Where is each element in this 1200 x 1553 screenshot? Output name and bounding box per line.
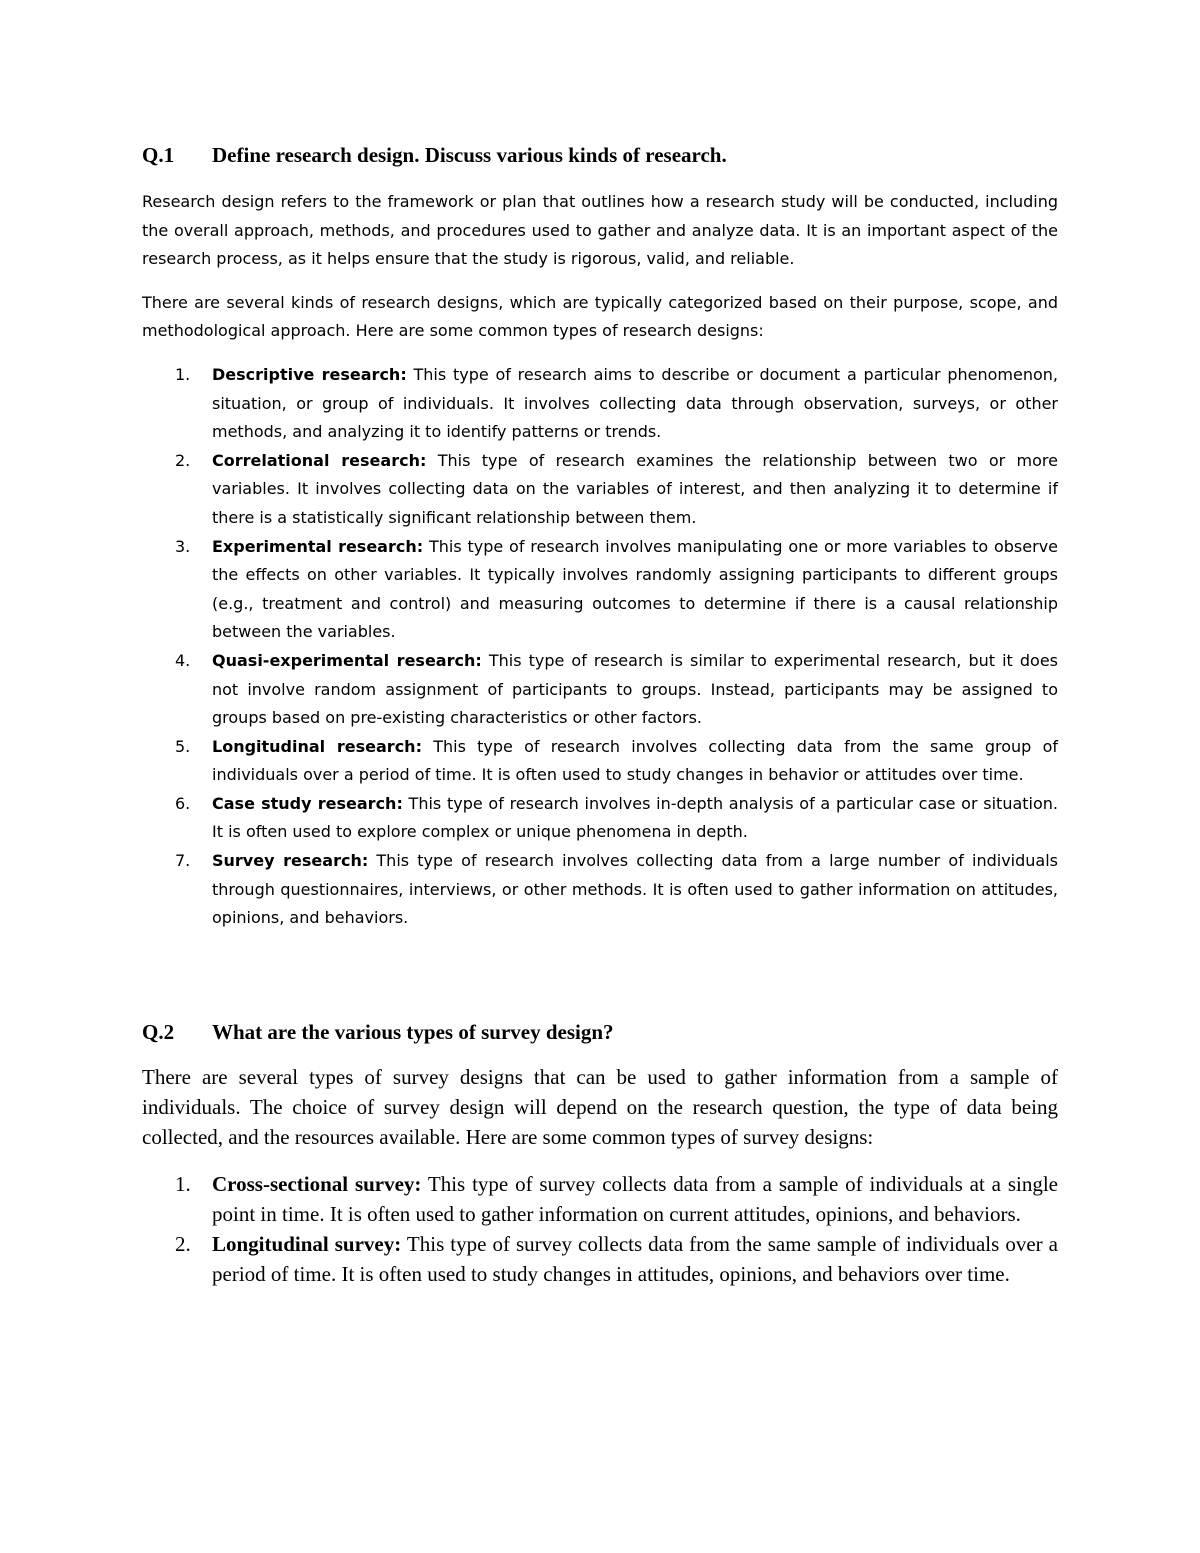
list-item — [142, 447, 1058, 533]
research-types-list — [142, 361, 1058, 933]
list-item-number: 4. — [175, 650, 191, 670]
list-item-number: 3. — [175, 536, 191, 556]
list-item-number: 2. — [175, 1232, 191, 1256]
list-item-number: 1. — [175, 1172, 191, 1196]
list-item-term: Quasi-experimental research: — [212, 650, 482, 670]
list-item-term: Correlational research: — [212, 450, 427, 470]
question-1-title: Define research design. Discuss various kinds of research. — [212, 143, 727, 167]
survey-types-list — [142, 1169, 1058, 1289]
list-item-text: This type of research involves in-depth analysis of a particular case or situation. It is often used to explore complex or unique phenomena in depth. — [212, 793, 1058, 842]
question-1-number: Q.1 — [142, 143, 175, 167]
question-2-number: Q.2 — [142, 1020, 175, 1044]
question-1-answer — [142, 188, 1058, 933]
list-item-term: Survey research: — [212, 851, 369, 871]
list-item-term: Experimental research: — [212, 536, 424, 556]
list-item-term: Case study research: — [212, 793, 403, 813]
list-item-number: 7. — [175, 851, 191, 871]
list-item-term: Descriptive research: — [212, 364, 407, 384]
list-item — [142, 361, 1058, 447]
list-item-number: 2. — [175, 450, 191, 470]
question-1-heading — [142, 141, 1062, 169]
list-item — [142, 847, 1058, 933]
list-item — [142, 533, 1058, 647]
list-item — [142, 1169, 1058, 1229]
list-item-text: This type of research aims to describe or document a particular phenomenon, situation, or group of individuals. It involves collecting data through observation, surveys, or other methods, and analyzing it to identify patterns or trends. — [212, 364, 1059, 442]
list-item-number: 6. — [175, 793, 191, 813]
list-item-text: This type of research involves manipulating one or more variables to observe the effects on other variables. It typically involves randomly assigning participants to different groups (e.g., treatment and control) and measuring outcomes to determine if there is a causal relationship between the variables. — [212, 536, 1059, 642]
question-2-answer — [142, 1062, 1058, 1289]
list-item-number: 1. — [175, 364, 191, 384]
list-item-text: This type of research is similar to experimental research, but it does not involve random assignment of participants to groups. Instead, participants may be assigned to groups based on pre-existing characteristics or other factors. — [212, 650, 1058, 728]
list-item-text: This type of research examines the relationship between two or more variables. It involves collecting data on the variables of interest, and then analyzing it to determine if there is a statistically significant relationship between them. — [212, 450, 1059, 527]
q1-paragraph-2: There are several kinds of research designs, which are typically categorized based on their purpose, scope, and methodological approach. Here are some common types of research designs: — [142, 292, 1058, 341]
list-item — [142, 733, 1058, 790]
list-item-term: Cross-sectional survey: — [212, 1172, 422, 1196]
question-2-heading — [142, 1017, 1062, 1047]
list-item — [142, 1229, 1058, 1289]
q2-paragraph-1: There are several types of survey designs that can be used to gather information from a sample of individuals. The choice of survey design will depend on the research question, the type of data being collected, and the resources available. Here are some common types of survey designs: — [142, 1065, 1058, 1149]
question-2-title: What are the various types of survey design? — [212, 1020, 614, 1044]
list-item-text: This type of research involves collecting data from a large number of individuals through questionnaires, interviews, or other methods. It is often used to gather information on attitudes, opinions, and behaviors. — [212, 851, 1058, 928]
list-item-number: 5. — [175, 736, 191, 756]
list-item-text: This type of survey collects data from the same sample of individuals over a period of time. It is often used to study changes in attitudes, opinions, and behaviors over time. — [212, 1232, 1058, 1286]
list-item — [142, 647, 1058, 733]
list-item-text: This type of research involves collecting data from the same group of individuals over a period of time. It is often used to study changes in behavior or attitudes over time. — [212, 736, 1059, 785]
list-item-text: This type of survey collects data from a sample of individuals at a single point in time. It is often used to gather information on current attitudes, opinions, and behaviors. — [212, 1172, 1058, 1226]
list-item-term: Longitudinal survey: — [212, 1232, 402, 1256]
list-item — [142, 790, 1058, 847]
q1-paragraph-1: Research design refers to the framework or plan that outlines how a research study will be conducted, including the overall approach, methods, and procedures used to gather and analyze data. It is an important aspect of the research process, as it helps ensure that the study is rigorous, valid, and reliable. — [142, 192, 1058, 269]
list-item-term: Longitudinal research: — [212, 736, 422, 756]
